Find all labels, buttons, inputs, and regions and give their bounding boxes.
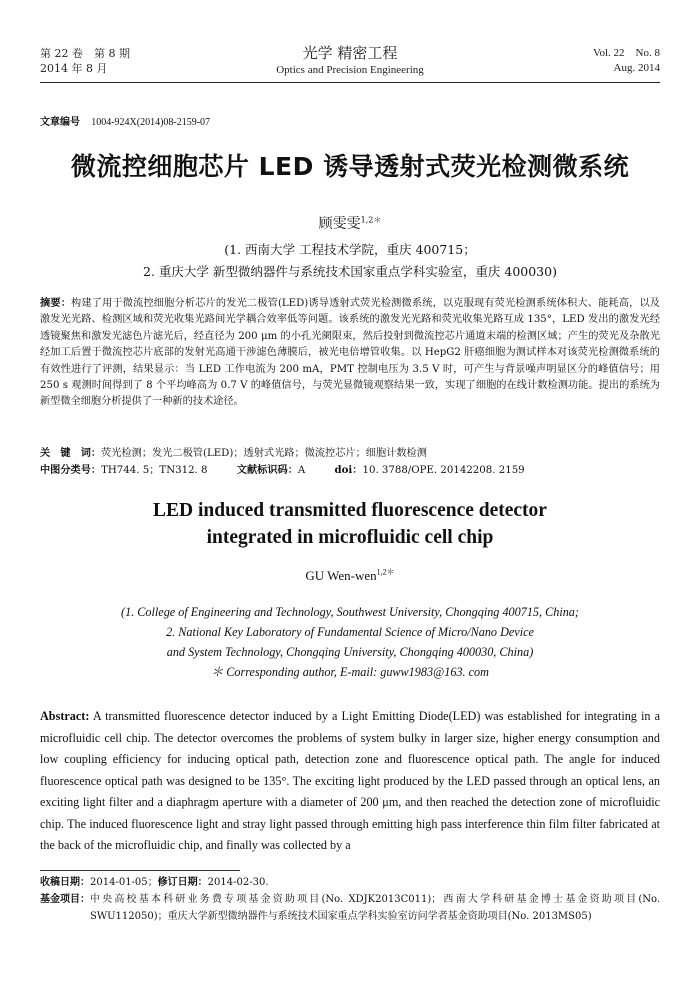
article-number-label: 文章编号	[40, 117, 80, 128]
abstract-en-text: A transmitted fluorescence detector induced by a Light Emitting Diode(LED) was established for integrating in a microfluidic cell chip. The detector overcomes the problems of system bulky in larger size, higher energy consumption and low coupling efficiency for inducing optical path, detection zone and fluorescence optical path. The angle for induced fluorescence optical path was designed to be 135°. The exciting light produced by the LED passed through an optical lens, an exciting light filter and a diaphragm aperture with a diameter of 200 μm, and then reached the detection zone of microfluidic chip. The induced fluorescence light and stray light passed through emitting high pass interference thin film filter fabricated at the back of the microfluidic chip, and finally was collected by a	[40, 709, 660, 852]
author-en	[0, 568, 700, 584]
revised-value: 2014-02-30.	[207, 877, 269, 888]
header-right	[593, 46, 660, 76]
author-cn-name: 顾雯雯	[318, 216, 361, 232]
volume-issue-cn: 第 22 卷 第 8 期	[40, 47, 130, 60]
received-label: 收稿日期：	[40, 877, 90, 888]
page-title-en-line2: integrated in microfluidic cell chip	[206, 527, 494, 548]
corresponding-author: ＊ Corresponding author, E-mail: guww1983@163. com	[211, 665, 489, 679]
author-en-sup: 1,2＊	[376, 567, 395, 577]
date-en: Aug. 2014	[613, 62, 660, 74]
doi-label: doi：	[334, 464, 363, 476]
affiliation-en-1: (1. College of Engineering and Technology, Southwest University, Chongqing 400715, China;	[121, 605, 579, 619]
abstract-en-label: Abstract:	[40, 709, 90, 723]
keywords-cn	[40, 445, 660, 462]
fund-text: 中央高校基本科研业务费专项基金资助项目(No. XDJK2013C011)；西南大学科研基金博士基金资助项目(No. SWU112050)；重庆大学新型微纳器件与系统技术国家重点学科实验室访问学者基金资助项目(No. 2013MS05)	[90, 894, 660, 922]
affiliation-en	[0, 602, 700, 682]
doi-value: 10. 3788/OPE. 20142208. 2159	[362, 465, 525, 476]
volume-issue-en: Vol. 22 No. 8	[592, 47, 660, 59]
abstract-cn-text: 构建了用于微流控细胞分析芯片的发光二极管(LED)诱导透射式荧光检测微系统，以克服现有荧光检测系统体积大、能耗高，以及激发光光路、检测区域和荧光收集光路间光学耦合效率低等问题。该系统的激发光光路和荧光收集光路互成 135°，LED 发出的激发光经透镜聚焦和激发光滤色片滤光后，经直径为 200 μm 的小孔光阑限束，然后投射到微流控芯片通道末端的检测区域；产生的荧光及杂散光经加工后置于微流控芯片底部的发射光高通干涉滤色薄膜后，被光电倍增管收集。以 HepG2 肝癌细胞为测试样本对该荧光检测微系统的有效性进行了评测，结果显示：当 LED 工作电流为 200 mA，PMT 控制电压为 3.5 V 时，可产生与背景噪声明显区分的峰值信号；用 250 s 观测时间得到了 8 个平均峰高为 0.7 V 的峰值信号，与荧光显微镜观察结果一致，实现了细胞的在线计数检测功能。提出的系统为新型微全细胞分析提供了一种新的技术途径。	[40, 298, 660, 408]
journal-title-cn: 光学 精密工程	[302, 44, 398, 62]
footnote-rule	[40, 870, 240, 871]
journal-title-en: Optics and Precision Engineering	[276, 64, 424, 76]
page-title-cn: 微流控细胞芯片 LED 诱导透射式荧光检测微系统	[70, 152, 630, 181]
clc-label: 中图分类号：	[40, 464, 102, 476]
keywords-cn-text: 荧光检测；发光二极管(LED)；透射式光路；微流控芯片；细胞计数检测	[101, 448, 427, 459]
affiliation-en-2: 2. National Key Laboratory of Fundamental Science of Micro/Nano Device	[166, 625, 534, 639]
keywords-cn-label: 关 键 词：	[40, 447, 102, 459]
author-cn-sup: 1,2＊	[360, 215, 382, 225]
revised-label: 修订日期：	[157, 877, 208, 888]
article-number-value: 1004-924X(2014)08-2159-07	[91, 117, 211, 128]
clc-value: TH744. 5；TN312. 8	[101, 465, 208, 476]
affiliation-cn-1: (1. 西南大学 工程技术学院，重庆 400715；	[224, 242, 476, 257]
page-title-en-line1: LED induced transmitted fluorescence detector	[153, 500, 547, 521]
author-cn	[0, 213, 700, 233]
doc-code-value: A	[297, 465, 306, 476]
header-rule	[40, 82, 660, 83]
abstract-cn	[40, 295, 660, 411]
fund-label: 基金项目：	[40, 894, 90, 905]
page-title-en	[0, 497, 700, 551]
footnote	[40, 874, 660, 925]
author-en-name: GU Wen-wen	[305, 568, 377, 583]
abstract-cn-label: 摘要：	[40, 297, 72, 309]
footnote-fund	[40, 891, 660, 925]
received-value: 2014-01-05；	[90, 877, 158, 888]
affiliation-en-3: and System Technology, Chongqing University, Chongqing 400030, China)	[166, 645, 534, 659]
footnote-dates	[40, 874, 660, 891]
doc-code-label: 文献标识码：	[236, 464, 298, 476]
date-cn: 2014 年 8 月	[40, 62, 108, 75]
article-number	[40, 113, 210, 128]
affiliation-cn-2: 2. 重庆大学 新型微纳器件与系统技术国家重点学科实验室，重庆 400030)	[143, 264, 557, 279]
abstract-en	[40, 706, 660, 857]
classification-row	[40, 462, 660, 479]
